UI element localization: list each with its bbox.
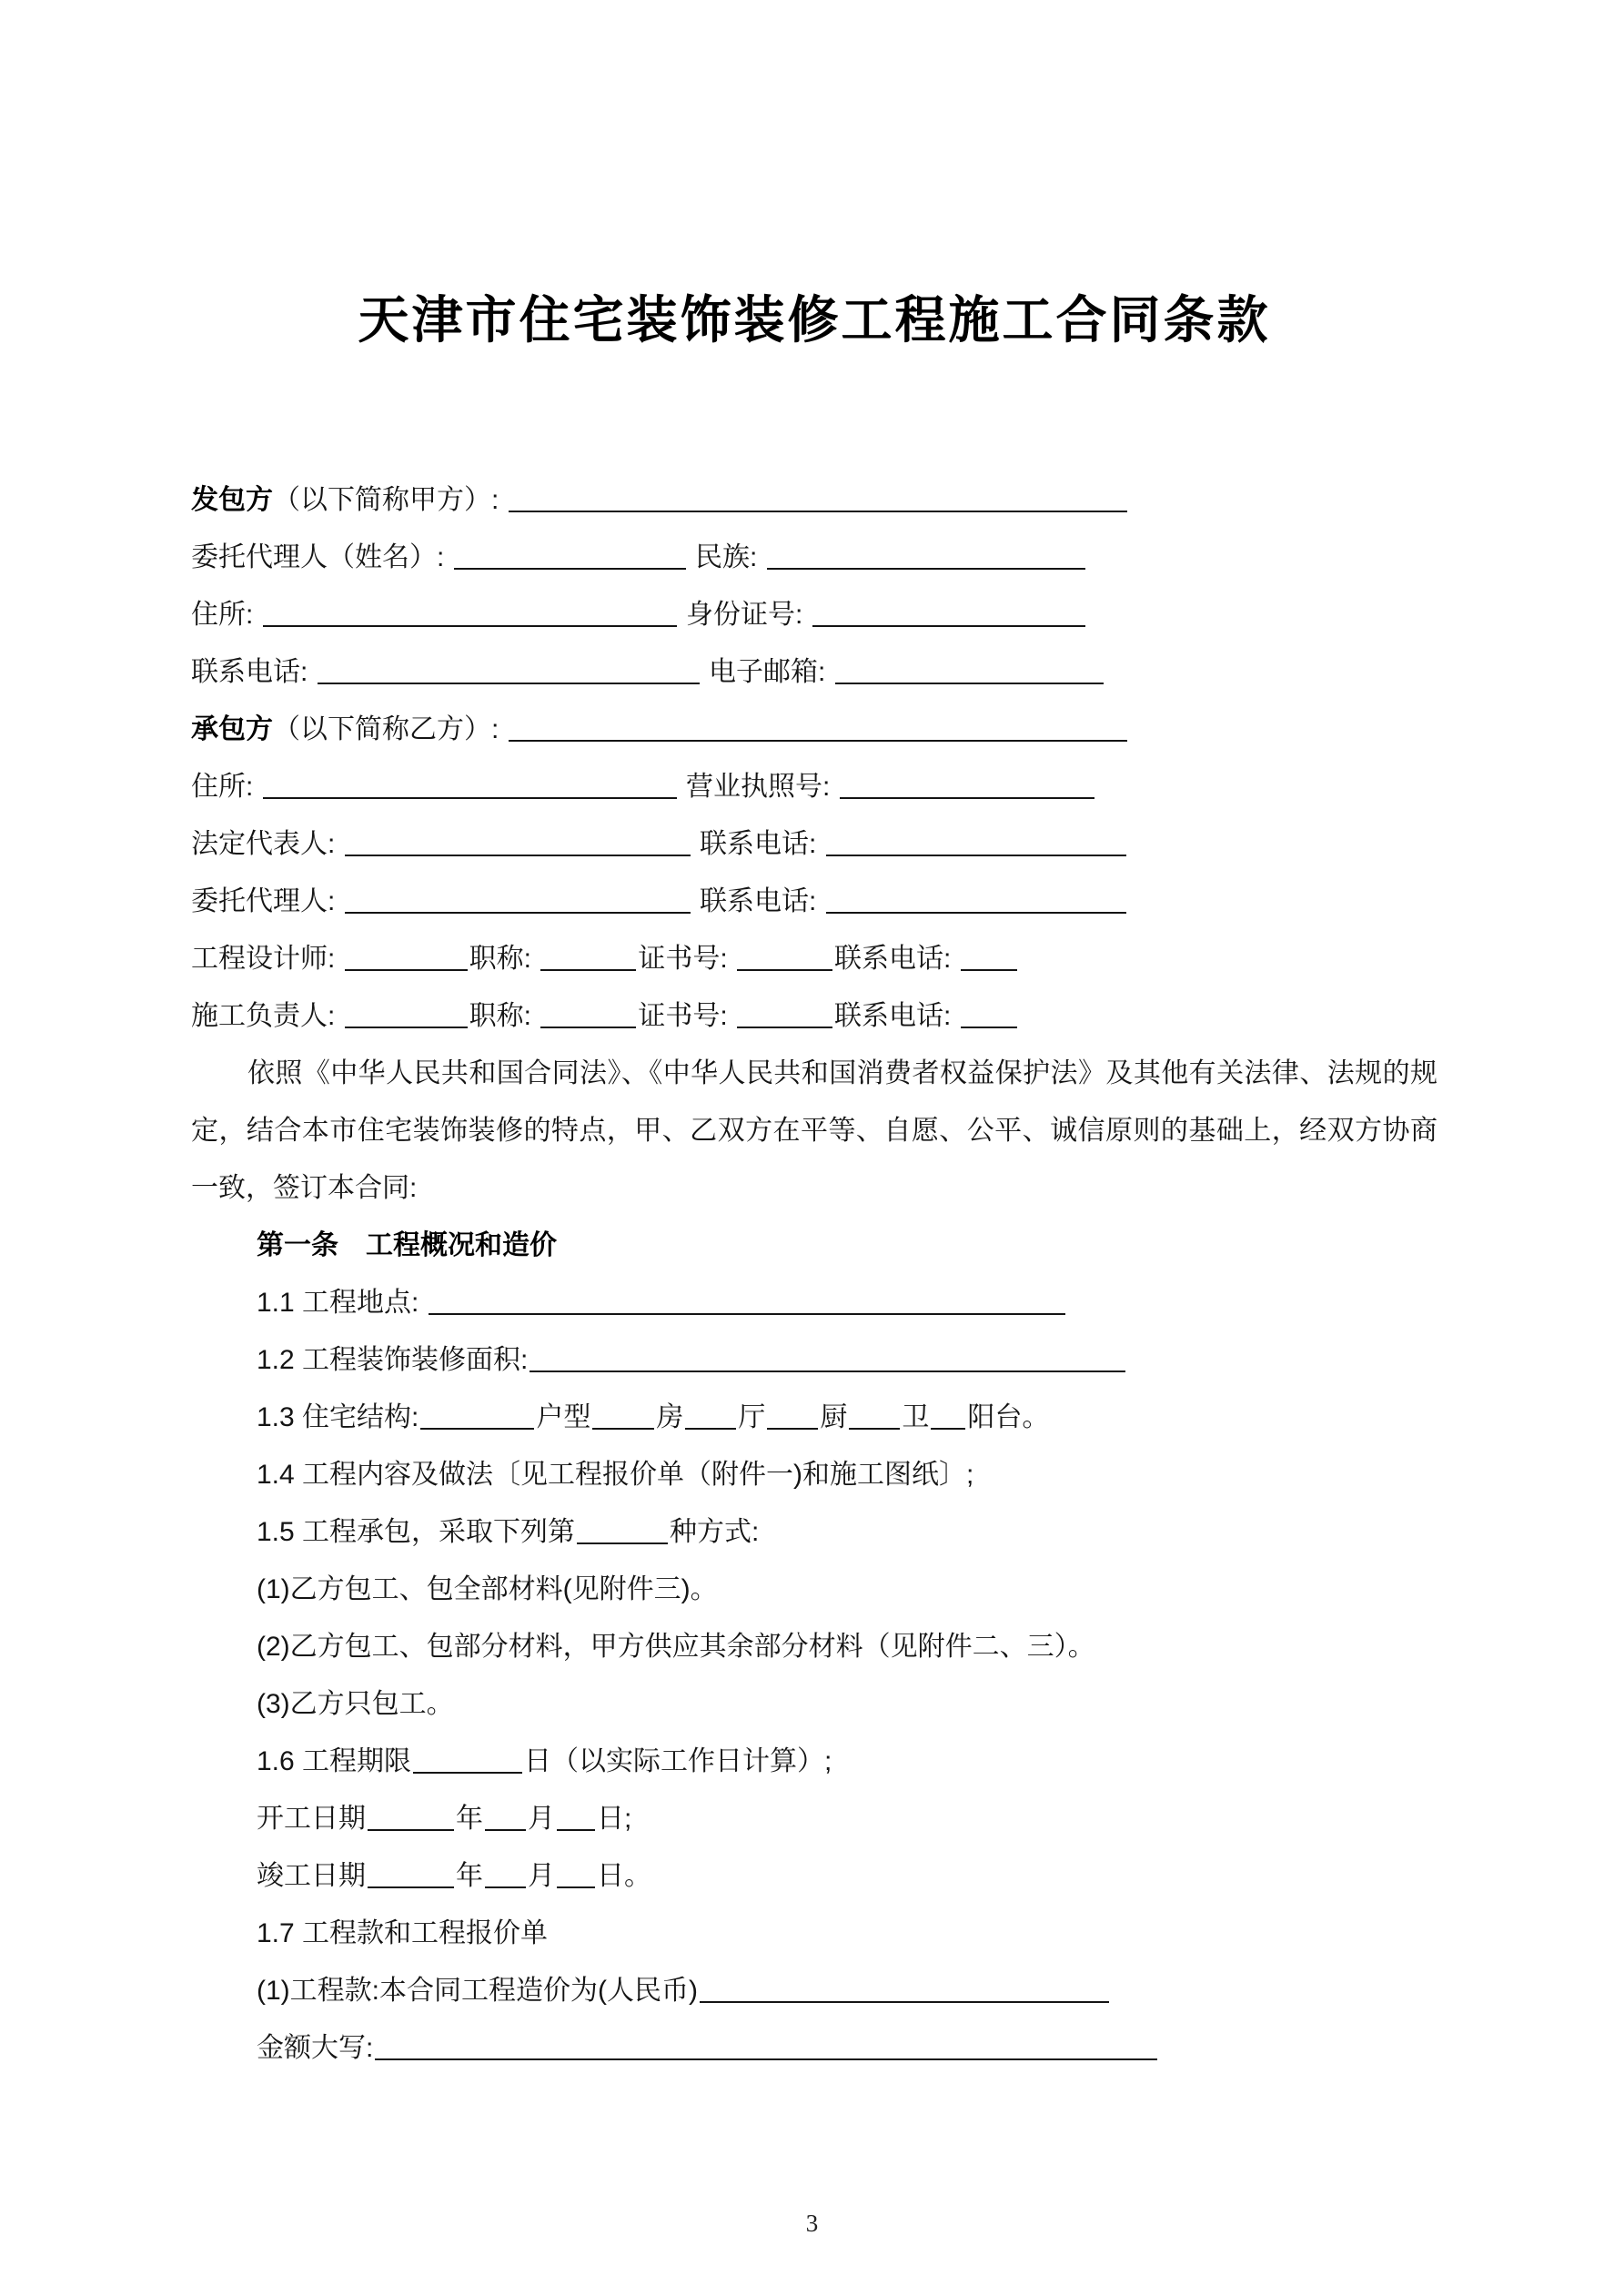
line-party-b — [191, 701, 1437, 758]
text-run: 1.5 工程承包，采取下列第 — [257, 1517, 576, 1547]
text-run: 月 — [528, 1861, 555, 1891]
text-run: 厨 — [820, 1402, 848, 1432]
text-run: （以下简称甲方）: — [273, 485, 507, 515]
line-1-6-duration — [257, 1733, 1437, 1790]
text-run: 1.2 工程装饰装修面积: — [257, 1345, 529, 1375]
line-1-2-area-blank — [530, 1344, 1125, 1372]
line-foreman-blank — [540, 1000, 636, 1028]
line-agent-b — [191, 873, 1437, 930]
text-run: 年 — [456, 1861, 483, 1891]
line-1-7-payment — [257, 1962, 1437, 2019]
line-1-4-content — [257, 1446, 1437, 1503]
text-run: 1.3 住宅结构: — [257, 1402, 419, 1432]
text-run: 委托代理人: — [191, 886, 343, 916]
line-1-7-payment-blank — [700, 1975, 1109, 2003]
text-run: 证书号: — [638, 944, 736, 974]
line-1-3-structure-blank — [685, 1401, 736, 1430]
line-agent-b-blank — [826, 885, 1126, 914]
line-legal-rep — [191, 815, 1437, 873]
text-run: 联系电话: — [834, 1001, 959, 1031]
line-party-a-blank — [509, 484, 1127, 512]
line-address-b-blank — [840, 771, 1094, 799]
line-legal-rep-blank — [345, 828, 691, 856]
text-run: 委托代理人（姓名）: — [191, 542, 452, 572]
line-foreman-blank — [961, 1000, 1017, 1028]
text-run: 营业执照号: — [678, 772, 838, 802]
line-1-5-contract-mode — [257, 1503, 1437, 1561]
text-run: 电子邮箱: — [701, 657, 833, 687]
line-address-a-blank — [812, 599, 1085, 627]
line-agent-a-blank — [454, 541, 686, 570]
text-run: 1.7 工程款和工程报价单 — [257, 1918, 549, 1948]
line-contact-a — [191, 643, 1437, 701]
line-address-a-blank — [263, 599, 677, 627]
section-1-lines — [257, 1274, 1437, 2077]
text-run: (1)乙方包工、包全部材料(见附件三)。 — [257, 1574, 718, 1604]
line-amount-words-blank — [375, 2032, 1157, 2060]
line-1-3-structure-blank — [420, 1401, 534, 1430]
line-1-3-structure-blank — [767, 1401, 818, 1430]
text-run: 竣工日期 — [257, 1861, 366, 1891]
text-run: （以下简称乙方）: — [273, 714, 507, 744]
line-contact-a-blank — [835, 656, 1104, 684]
text-run: 1.4 工程内容及做法〔见工程报价单（附件一)和施工图纸〕; — [257, 1460, 974, 1490]
text-run: 日。 — [597, 1861, 651, 1891]
line-1-5-option-3 — [257, 1675, 1437, 1733]
line-designer — [191, 930, 1437, 987]
line-designer-blank — [345, 943, 468, 971]
line-1-5-option-1 — [257, 1561, 1437, 1618]
text-run: 日（以实际工作日计算）; — [524, 1746, 832, 1776]
text-run: 民族: — [687, 542, 765, 572]
preamble-paragraph: 依照《中华人民共和国合同法》、《中华人民共和国消费者权益保护法》及其他有关法律、法规的规定，结合本市住宅装饰装修的特点，甲、乙双方在平等、自愿、公平、诚信原则的基础上，经双方协商一致，签订本合同: — [191, 1058, 1437, 1203]
line-start-date — [257, 1790, 1437, 1847]
line-start-date-blank — [368, 1803, 454, 1831]
text-run: 开工日期 — [257, 1804, 366, 1834]
text-run: (2)乙方包工、包部分材料，甲方供应其余部分材料（见附件二、三）。 — [257, 1632, 1095, 1662]
line-address-a — [191, 586, 1437, 643]
text-run: 日; — [597, 1804, 632, 1834]
line-foreman-blank — [345, 1000, 468, 1028]
text-run: (3)乙方只包工。 — [257, 1689, 454, 1719]
text-run: 身份证号: — [678, 600, 811, 630]
line-end-date-blank — [485, 1860, 526, 1888]
text-run: 1.6 工程期限 — [257, 1746, 412, 1776]
line-1-2-area — [257, 1331, 1437, 1389]
text-run: 种方式: — [670, 1517, 760, 1547]
line-1-5-contract-mode-blank — [577, 1516, 668, 1544]
line-1-1-location — [257, 1274, 1437, 1331]
line-1-3-structure-blank — [849, 1401, 900, 1430]
text-run: 职称: — [469, 944, 540, 974]
line-end-date-blank — [368, 1860, 454, 1888]
line-amount-words — [257, 2019, 1437, 2077]
text-run: 联系电话: — [691, 829, 824, 859]
text-run: 金额大写: — [257, 2033, 374, 2063]
parties-form — [191, 471, 1437, 1045]
line-foreman — [191, 987, 1437, 1045]
text-run: 联系电话: — [834, 944, 959, 974]
line-party-a — [191, 471, 1437, 529]
text-run: 住所: — [191, 772, 261, 802]
text-run: 户型 — [536, 1402, 591, 1432]
line-agent-b-blank — [345, 885, 691, 914]
text-run: 联系电话: — [191, 657, 316, 687]
line-contact-a-blank — [318, 656, 700, 684]
text-run: 工程设计师: — [191, 944, 343, 974]
line-end-date-blank — [557, 1860, 595, 1888]
line-agent-a — [191, 529, 1437, 586]
line-1-3-structure-blank — [592, 1401, 654, 1430]
text-run: 施工负责人: — [191, 1001, 343, 1031]
line-start-date-blank — [485, 1803, 526, 1831]
text-run: 房 — [656, 1402, 684, 1432]
text-run: 阳台。 — [967, 1402, 1050, 1432]
text-run: 住所: — [191, 600, 261, 630]
text-run: 厅 — [738, 1402, 766, 1432]
line-foreman-blank — [737, 1000, 832, 1028]
text-run: 证书号: — [638, 1001, 736, 1031]
document-body — [191, 471, 1437, 2077]
line-party-b-blank — [509, 713, 1127, 742]
text-run: (1)工程款:本合同工程造价为(人民币) — [257, 1976, 698, 2006]
line-1-5-option-2 — [257, 1618, 1437, 1675]
line-designer-blank — [540, 943, 636, 971]
line-designer-blank — [737, 943, 832, 971]
line-1-7-heading — [257, 1905, 1437, 1962]
line-1-1-location-blank — [429, 1287, 1065, 1315]
document-title: 天津市住宅装饰装修工程施工合同条款 — [358, 291, 1271, 349]
section-1 — [257, 1217, 1437, 2077]
line-designer-blank — [961, 943, 1017, 971]
line-agent-a-blank — [767, 541, 1085, 570]
page-number: 3 — [805, 2210, 819, 2237]
line-address-b — [191, 758, 1437, 815]
line-1-3-structure-blank — [931, 1401, 965, 1430]
line-address-b-blank — [263, 771, 677, 799]
text-run: 年 — [456, 1804, 483, 1834]
text-run: 联系电话: — [691, 886, 824, 916]
text-run: 承包方 — [191, 714, 273, 744]
section-1-heading: 第一条 工程概况和造价 — [257, 1230, 557, 1260]
line-1-3-structure — [257, 1389, 1437, 1446]
line-1-6-duration-blank — [413, 1745, 522, 1774]
line-end-date — [257, 1847, 1437, 1905]
text-run: 发包方 — [191, 485, 273, 515]
line-start-date-blank — [557, 1803, 595, 1831]
text-run: 职称: — [469, 1001, 540, 1031]
text-run: 卫 — [902, 1402, 930, 1432]
text-run: 月 — [528, 1804, 555, 1834]
text-run: 法定代表人: — [191, 829, 343, 859]
line-legal-rep-blank — [826, 828, 1126, 856]
text-run: 1.1 工程地点: — [257, 1288, 427, 1318]
